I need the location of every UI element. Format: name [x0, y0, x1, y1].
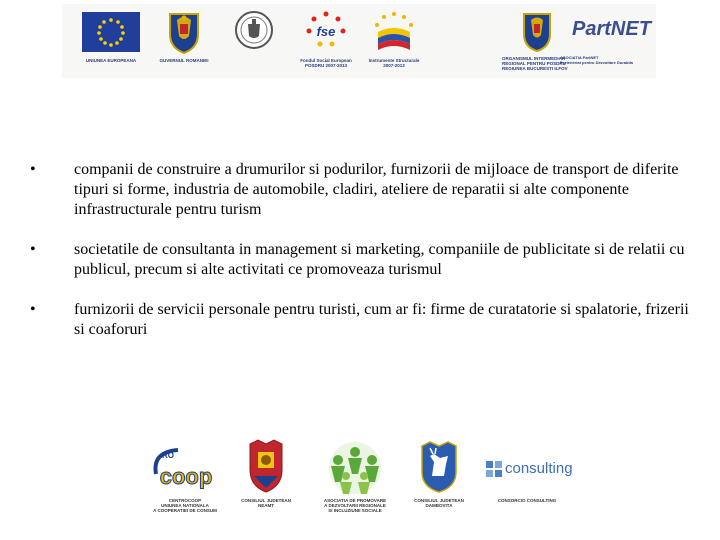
coop-caption-3: A COOPERATIEI DE CONSUM	[153, 508, 217, 513]
partnet-logo	[572, 18, 651, 41]
neamt-caption-1: CONSILIUL JUDETEAN	[241, 498, 291, 503]
neamt-coat-of-arms-logo	[244, 438, 288, 494]
dambovita-caption-2: DAMBOVITA	[425, 503, 453, 508]
centrocoop-logo	[148, 444, 222, 494]
fse-wordmark: fse	[316, 24, 336, 39]
partnet-caption-1: ASOCIATIA PartNET	[560, 55, 599, 60]
coop-caption-2: UNIUNEA NATIONALA	[161, 503, 209, 508]
consulting-caption: CONSORCIO CONSULTING	[497, 498, 557, 503]
svg-text:RO: RO	[162, 451, 174, 460]
bullet-marker: •	[30, 161, 36, 178]
coop-wordmark: coop	[159, 464, 213, 489]
oi-caption-1: ORGANISMUL INTERMEDIAR	[502, 56, 566, 61]
bullet-marker: •	[30, 301, 36, 318]
dambovita-coat-of-arms-logo	[418, 440, 460, 494]
bullet-marker: •	[30, 241, 36, 258]
ministry-seal-logo	[234, 10, 274, 50]
partnet-caption-2: Parteneriat pentru Dezvoltare Durabila	[560, 60, 633, 65]
adrs-logo	[320, 440, 390, 496]
instrumente-structurale-logo	[372, 10, 416, 54]
consulting-grid-icon	[486, 461, 502, 477]
bullet-item	[30, 160, 690, 220]
bullet-text: societatile de consultanta in management si marketing, companiile de publicitate si de relatii cu publicul, precum si alte activitati ce promoveaza turismul	[74, 241, 685, 278]
gov-caption: GUVERNUL ROMANIEI	[159, 58, 209, 63]
bullet-list	[30, 160, 690, 360]
is-caption-2: 2007-2013	[383, 63, 405, 68]
coop-caption-1: CENTROCOOP	[168, 498, 202, 503]
oi-caption-2: REGIONAL PENTRU POSDRU	[502, 61, 566, 66]
bullet-text: companii de construire a drumurilor si podurilor, furnizorii de mijloace de transport de diferite tipuri si forme, industria de automobile, cladiri, ateliere de reparatii si alte componente infrastructurale pentru turism	[74, 161, 679, 218]
bullet-item	[30, 300, 690, 340]
oi-posdru-coat-of-arms-logo	[522, 10, 552, 52]
bullet-item	[30, 240, 690, 280]
bullet-text: furnizorii de servicii personale pentru turisti, cum ar fi: firme de curatatorie si spalatorie, frizerii si coaforuri	[74, 301, 689, 338]
romania-coat-of-arms-logo	[167, 10, 201, 54]
eu-caption: UNIUNEA EUROPEANA	[85, 58, 137, 63]
fse-caption-2: POSDRU 2007-2013	[304, 63, 348, 68]
fse-logo	[304, 10, 348, 52]
adrs-caption-2: A DEZVOLTARII REGIONALE	[324, 503, 386, 508]
dambovita-caption-1: CONSILIUL JUDETEAN	[414, 498, 464, 503]
fse-caption-1: Fondul Social European	[300, 58, 352, 63]
consulting-wordmark: consulting	[505, 460, 573, 477]
adrs-caption-1: ASOCIATIA DE PROMOVARE	[323, 498, 387, 503]
oi-caption-3: REGIUNEA BUCURESTI ILFOV	[502, 66, 568, 71]
eu-flag-logo	[82, 12, 140, 52]
adrs-caption-3: SI INCLUZIUNII SOCIALE	[328, 508, 382, 513]
is-caption-1: Instrumente Structurale	[368, 58, 420, 63]
consulting-logo	[486, 460, 573, 477]
neamt-caption-2: NEAMT	[258, 503, 274, 508]
partnet-wordmark: PartNET	[572, 18, 651, 40]
